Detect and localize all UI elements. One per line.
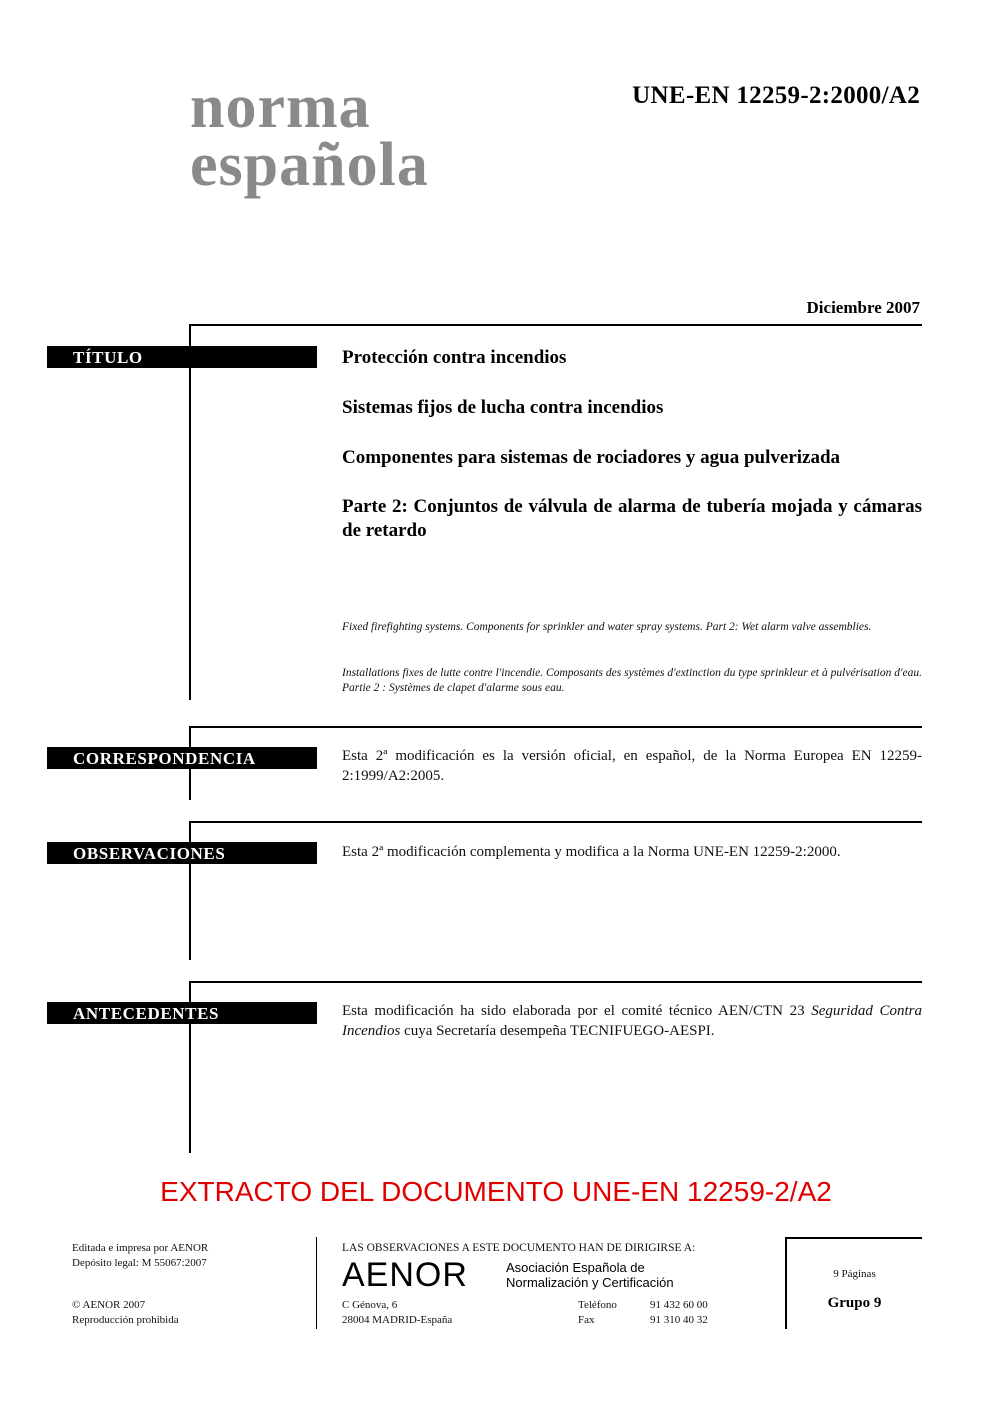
title-line-1: Protección contra incendios (342, 347, 567, 368)
title-english: Fixed firefighting systems. Components for sprinkler and water spray systems. Part 2: Wet alarm valve assemblies. (342, 621, 872, 633)
brand-title (190, 73, 429, 199)
section-divider (189, 726, 922, 728)
footer-contact-values (650, 1298, 708, 1328)
footer-address-city: 28004 MADRID-España (342, 1314, 453, 1326)
footer-rights (72, 1298, 179, 1328)
correspondencia-text: Esta 2ª modificación es la versión oficial, en español, de la Norma Europea EN 12259-2:1999/A2:2005. (342, 748, 922, 784)
aenor-logo: AENOR (342, 1256, 468, 1294)
section-divider (189, 324, 922, 326)
standard-code: UNE-EN 12259-2:2000/A2 (632, 82, 920, 109)
brand-line-2: española (190, 131, 429, 199)
section-divider (189, 821, 922, 823)
footer-contact-labels (578, 1298, 617, 1328)
aenor-association-line-1: Asociación Española de (506, 1260, 645, 1275)
footer-address-street: C Génova, 6 (342, 1299, 398, 1311)
antecedentes-text (342, 1001, 922, 1041)
footer-box-left (785, 1237, 787, 1329)
antecedentes-committee: Seguridad Contra Incendios (342, 1003, 922, 1039)
footer-edited: Editada e impresa por AENOR (72, 1242, 209, 1254)
publication-date: Diciembre 2007 (806, 298, 920, 317)
footer-tel-label: Teléfono (578, 1299, 617, 1311)
footer-address (342, 1298, 452, 1328)
section-divider (189, 981, 922, 983)
brand-line-1: norma (190, 73, 371, 141)
footer-fax: 91 310 40 32 (650, 1314, 708, 1326)
title-french: Installations fixes de lutte contre l'incendie. Composants des systèmes d'extinction du type sprinkleur et à pulvérisation d'eau. Partie 2 : Systèmes de clapet d'alarme sous eau. (342, 667, 922, 694)
label-observaciones: OBSERVACIONES (47, 842, 317, 864)
footer-reproduction: Reproducción prohibida (72, 1314, 179, 1326)
title-line-4: Parte 2: Conjuntos de válvula de alarma de tubería mojada y cámaras de retardo (342, 496, 922, 541)
extract-banner: EXTRACTO DEL DOCUMENTO UNE-EN 12259-2/A2 (160, 1176, 832, 1207)
footer-divider (316, 1237, 317, 1329)
footer-tel: 91 432 60 00 (650, 1299, 708, 1311)
label-antecedentes: ANTECEDENTES (47, 1002, 317, 1024)
footer-fax-label: Fax (578, 1314, 595, 1326)
antecedentes-text-end: cuya Secretaría desempeña TECNIFUEGO-AESPI. (400, 1023, 715, 1039)
aenor-association-line-2: Normalización y Certificación (506, 1275, 674, 1290)
footer-group: Grupo 9 (827, 1295, 882, 1311)
label-titulo: TÍTULO (47, 346, 317, 368)
footer-copyright: © AENOR 2007 (72, 1299, 146, 1311)
footer-publisher (72, 1241, 208, 1271)
section-vertical-rule (189, 324, 191, 700)
title-line-3: Componentes para sistemas de rociadores y agua pulverizada (342, 447, 841, 468)
aenor-association (506, 1260, 674, 1290)
footer-deposit: Depósito legal: M 55067:2007 (72, 1257, 207, 1269)
label-correspondencia: CORRESPONDENCIA (47, 747, 317, 769)
observaciones-text: Esta 2ª modificación complementa y modifica a la Norma UNE-EN 12259-2:2000. (342, 844, 841, 860)
footer-pages: 9 Páginas (833, 1268, 876, 1280)
antecedentes-text-start: Esta modificación ha sido elaborada por el comité técnico AEN/CTN 23 (342, 1003, 812, 1019)
footer-box-top (785, 1237, 922, 1239)
footer-observations-header: LAS OBSERVACIONES A ESTE DOCUMENTO HAN DE DIRIGIRSE A: (342, 1242, 696, 1254)
title-line-2: Sistemas fijos de lucha contra incendios (342, 397, 664, 418)
